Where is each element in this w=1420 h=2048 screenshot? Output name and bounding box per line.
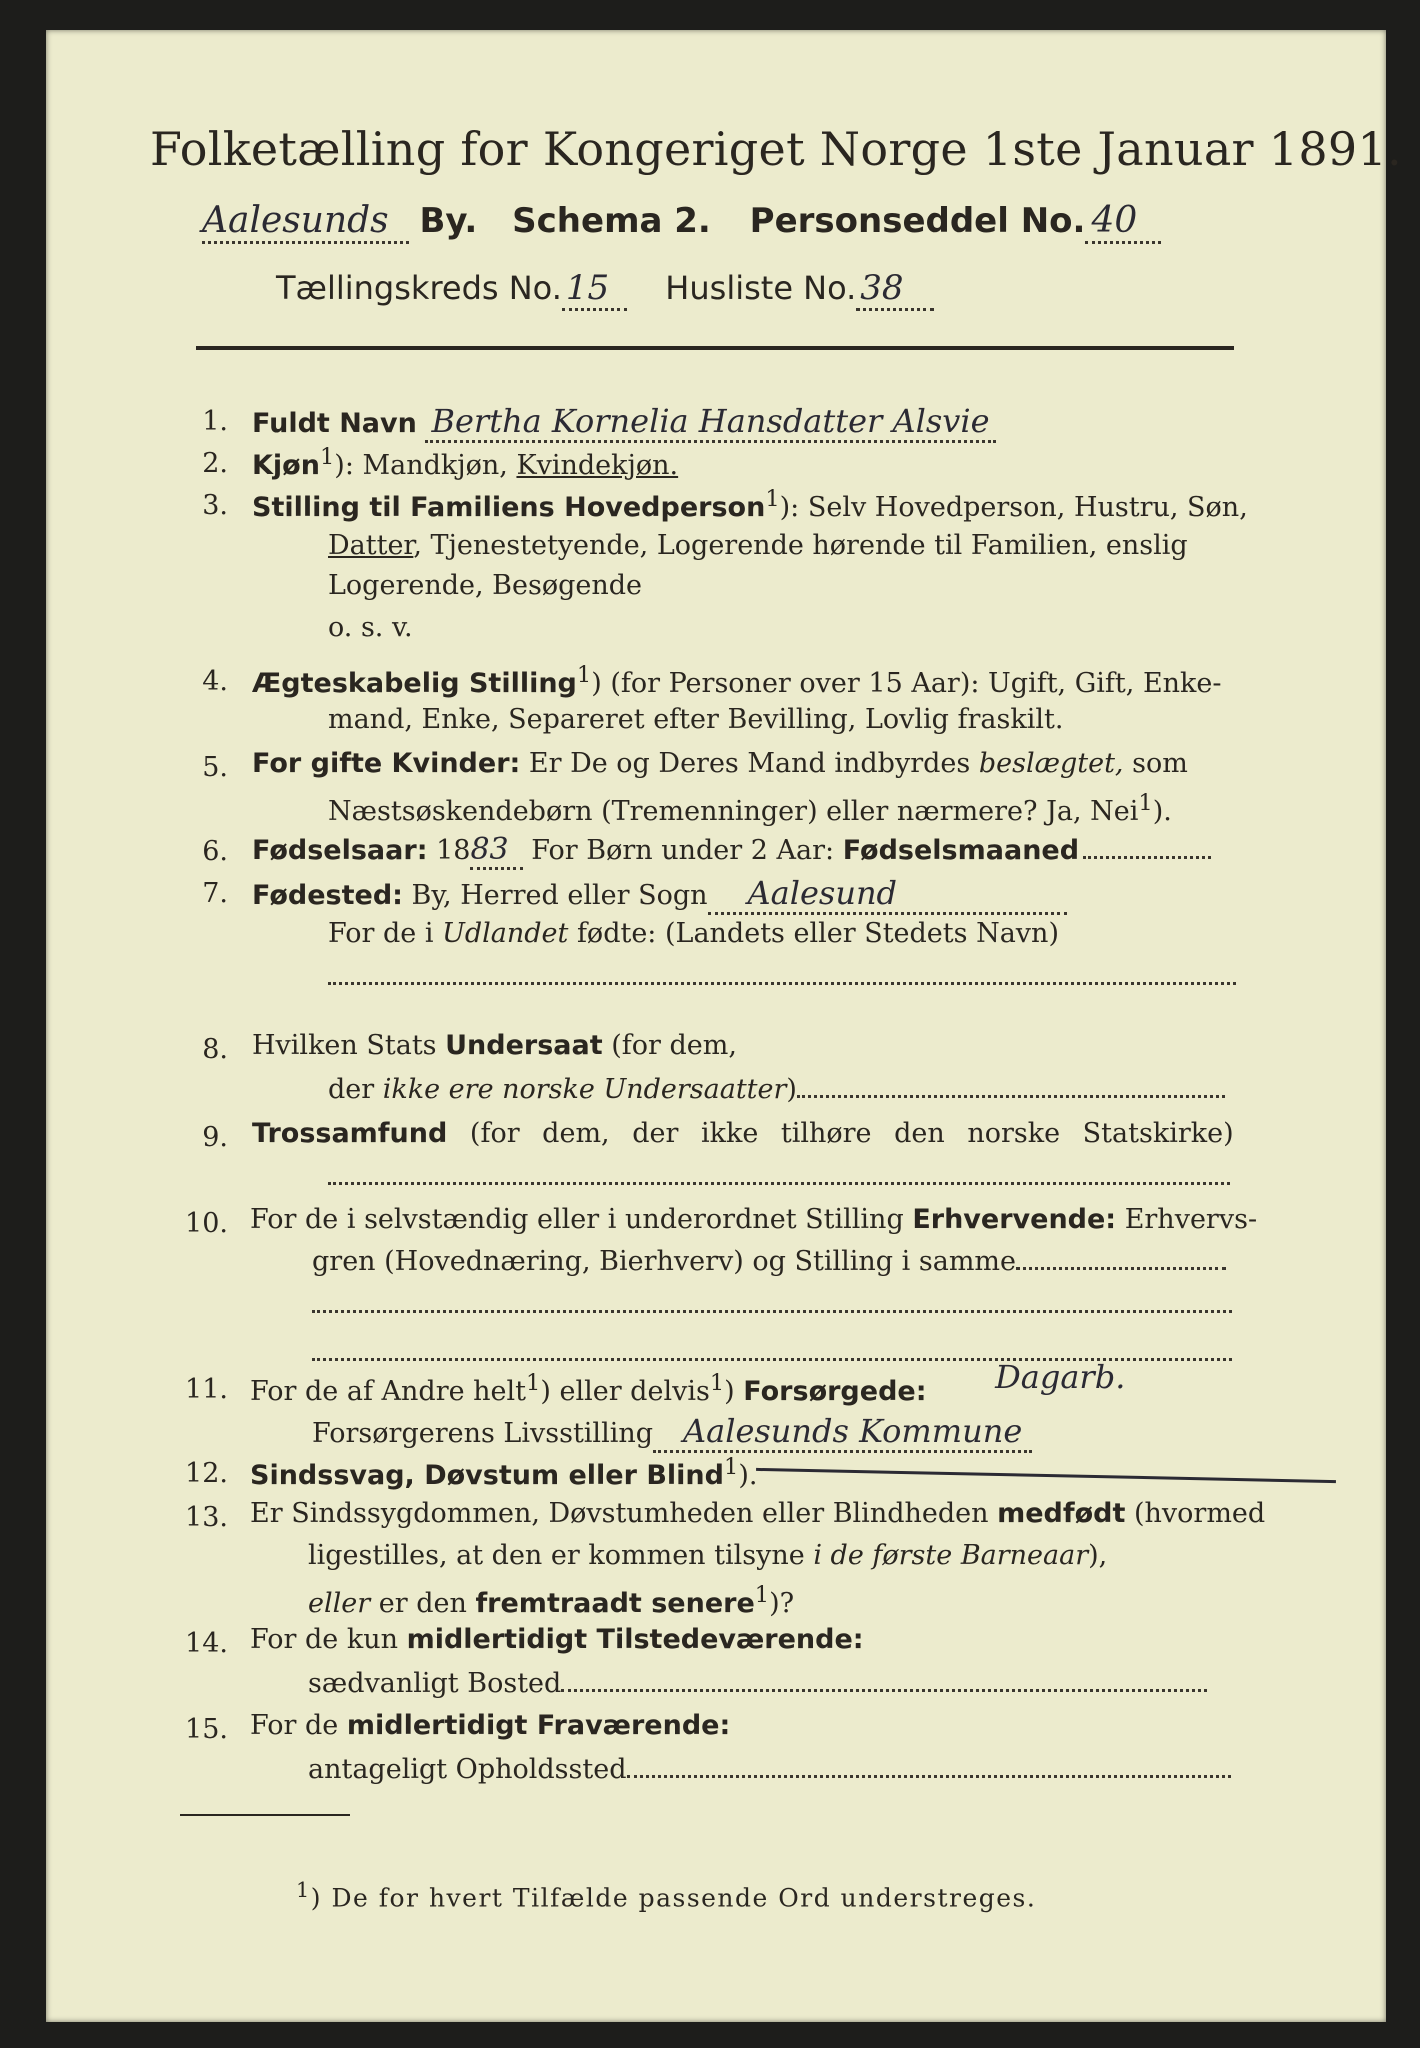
q4-number: 4. — [202, 666, 228, 697]
q6-birth-year-handwritten: 83 — [470, 832, 522, 870]
q10-field1 — [1016, 1267, 1226, 1270]
q5-line1 — [252, 748, 1188, 779]
q10-label: Erhvervende: — [912, 1204, 1117, 1235]
q13-footnote-mark: 1 — [754, 1582, 770, 1608]
q10-field2 — [312, 1310, 1232, 1313]
q11-line1 — [250, 1358, 1126, 1408]
census-form-page — [46, 30, 1402, 2022]
by-label: By. — [419, 201, 478, 241]
q11-text1a: For de af Andre helt — [250, 1376, 527, 1407]
q8-label: Undersaat — [445, 1030, 603, 1061]
q9-label: Trossamfund — [252, 1118, 448, 1149]
q3-line2 — [328, 530, 1188, 561]
q11-text2: Forsørgerens Livsstilling — [312, 1418, 654, 1449]
by-name-handwritten: Aalesunds — [202, 200, 409, 244]
husliste-number: 38 — [856, 268, 933, 311]
q7-line1 — [252, 874, 1067, 915]
kreds-label: Tællingskreds No. — [276, 269, 562, 307]
q8-field — [797, 1095, 1225, 1098]
q2-label: Kjøn — [252, 450, 320, 481]
q3-line3: Logerende, Besøgende — [328, 570, 642, 601]
q8-text1a: Hvilken Stats — [252, 1030, 446, 1061]
q13-text3a: er den — [370, 1588, 476, 1619]
q6-text: For Børn under 2 Aar: — [522, 835, 843, 866]
q6-month-field — [1083, 856, 1211, 859]
q4-line2: mand, Enke, Separeret efter Bevilling, Lovlig fraskilt. — [328, 704, 1064, 735]
q3-label: Stilling til Familiens Hovedperson — [252, 492, 766, 523]
q11-answer-handwritten: Dagarb. — [995, 1358, 1126, 1396]
kreds-number: 15 — [562, 268, 627, 311]
q8-text2b: ) — [786, 1074, 797, 1105]
footnote — [296, 1878, 1036, 1912]
q15-line2 — [308, 1754, 1231, 1785]
form-title: Folketælling for Kongeriget Norge 1ste Januar 1891. — [150, 122, 1402, 176]
personseddel-label: Personseddel No. — [749, 201, 1086, 241]
q9-text: (for dem, der ikke tilhøre den norske Statskirke) — [447, 1118, 1234, 1149]
q2-footnote-mark: 1 — [319, 444, 335, 470]
q13-label2: fremtraadt senere — [475, 1588, 755, 1619]
q3-line4: o. s. v. — [328, 612, 413, 643]
q3-text1: ): Selv Hovedperson, Hustru, Søn, — [779, 492, 1248, 523]
q10-text1a: For de i selvstændig eller i underordnet Stilling — [250, 1204, 913, 1235]
q10-number: 10. — [185, 1208, 228, 1239]
footnote-mark: 1 — [296, 1878, 311, 1902]
q12-label: Sindssvag, Døvstum eller Blind — [250, 1460, 724, 1491]
q11-number: 11. — [185, 1374, 228, 1405]
q6-year-prefix: 18 — [427, 835, 471, 866]
q5-text2-end: ). — [1152, 796, 1172, 827]
q13-line2 — [308, 1540, 1107, 1571]
q7-line2 — [328, 918, 1059, 949]
q7-text1: By, Herred eller Sogn — [402, 880, 708, 911]
q12-number: 12. — [185, 1458, 228, 1489]
footnote-divider — [180, 1814, 350, 1816]
q13-text3-end: )? — [769, 1588, 795, 1619]
q1-answer-name: Bertha Kornelia Hansdatter Alsvie — [425, 402, 995, 443]
q3-selected-option: Datter — [328, 530, 414, 561]
q6-label: Fødselsaar: — [252, 835, 428, 866]
q3-line1 — [252, 486, 1248, 523]
q2-row — [252, 444, 678, 481]
q5-line2 — [328, 790, 1172, 827]
q1-number: 1. — [202, 406, 228, 437]
q11-footnote-mark2: 1 — [709, 1370, 725, 1396]
q8-text2a: der — [328, 1074, 383, 1105]
q13-text2-italic: i de første Barneaar — [813, 1540, 1089, 1571]
q9-number: 9. — [202, 1122, 228, 1153]
q10-text2: gren (Hovednæring, Bierhverv) og Stilling i samme — [312, 1246, 1017, 1277]
q14-field — [561, 1689, 1207, 1692]
q7-foreign-field — [328, 982, 1236, 985]
q14-line1 — [250, 1624, 864, 1655]
q13-number: 13. — [185, 1502, 228, 1533]
q12-end: ). — [738, 1460, 758, 1491]
q14-text2: sædvanligt Bosted — [308, 1668, 562, 1699]
q1-row — [252, 402, 996, 443]
header-row-kreds — [276, 268, 934, 311]
q8-text1b: (for dem, — [602, 1030, 737, 1061]
q5-number: 5. — [202, 752, 228, 783]
q4-label: Ægteskabelig Stilling — [252, 668, 577, 699]
q13-text1b: (hvormed — [1125, 1498, 1266, 1529]
q5-text1-italic: beslægtet, — [978, 748, 1124, 779]
q12-pen-stroke — [756, 1468, 1336, 1483]
header-row-by — [202, 200, 1161, 244]
q11-line2 — [312, 1412, 1032, 1453]
q3-number: 3. — [202, 490, 228, 521]
q15-label: midlertidigt Fraværende: — [346, 1710, 731, 1741]
q7-number: 7. — [202, 878, 228, 909]
q13-label: medfødt — [997, 1498, 1126, 1529]
q12-row — [250, 1454, 757, 1491]
q14-number: 14. — [185, 1628, 228, 1659]
q2-number: 2. — [202, 448, 228, 479]
q14-text1a: For de kun — [250, 1624, 407, 1655]
q13-text2a: ligestilles, at den er kommen tilsyne — [308, 1540, 814, 1571]
q13-text2b: ), — [1088, 1540, 1108, 1571]
q2-text: ): Mandkjøn, — [334, 450, 517, 481]
q5-text1a: Er De og Deres Mand indbyrdes — [520, 748, 979, 779]
q5-footnote-mark: 1 — [1138, 790, 1153, 816]
q10-line1 — [250, 1204, 1257, 1235]
q15-field — [627, 1775, 1231, 1778]
schema-label: Schema 2. — [512, 201, 711, 241]
q5-text1b: som — [1123, 748, 1188, 779]
q7-text2a: For de i — [328, 918, 443, 949]
q12-footnote-mark: 1 — [723, 1454, 739, 1480]
q8-text2-italic: ikke ere norske Undersaatter — [382, 1074, 787, 1105]
q9-line1 — [252, 1118, 1234, 1149]
q6-label2: Fødselsmaaned — [842, 835, 1080, 866]
q13-line3 — [308, 1582, 794, 1619]
q11-text1b: ) eller delvis — [540, 1376, 710, 1407]
q7-text2-italic: Udlandet — [442, 918, 569, 949]
q9-field — [328, 1182, 1230, 1185]
q8-number: 8. — [202, 1034, 228, 1065]
personseddel-number: 40 — [1085, 200, 1161, 244]
footnote-text: ) De for hvert Tilfælde passende Ord understreges. — [310, 1883, 1037, 1913]
q7-label: Fødested: — [252, 880, 403, 911]
q15-text1a: For de — [250, 1710, 347, 1741]
q4-footnote-mark: 1 — [576, 662, 592, 688]
q11-provider-handwritten: Aalesunds Kommune — [653, 1412, 1032, 1453]
header-divider — [196, 346, 1234, 350]
q3-text2: , Tjenestetyende, Logerende hørende til Familien, enslig — [413, 530, 1188, 561]
q11-text1c: ) — [724, 1376, 744, 1407]
q14-label: midlertidigt Tilstedeværende: — [406, 1624, 864, 1655]
q5-label: For gifte Kvinder: — [252, 748, 521, 779]
q13-text3-italic: eller — [308, 1588, 371, 1619]
q11-label: Forsørgede: — [743, 1376, 927, 1407]
q7-text2b: fødte: (Landets eller Stedets Navn) — [568, 918, 1059, 949]
q6-row — [252, 832, 1211, 870]
q15-line1 — [250, 1710, 730, 1741]
q1-label: Fuldt Navn — [252, 408, 417, 439]
q13-line1 — [250, 1498, 1265, 1529]
q10-line2 — [312, 1246, 1226, 1277]
q8-line1 — [252, 1030, 737, 1061]
husliste-label: Husliste No. — [665, 269, 857, 307]
q13-text1a: Er Sindssygdommen, Døvstumheden eller Blindheden — [250, 1498, 998, 1529]
q14-line2 — [308, 1668, 1207, 1699]
q11-footnote-mark1: 1 — [526, 1370, 541, 1396]
q15-number: 15. — [185, 1714, 228, 1745]
q3-footnote-mark: 1 — [765, 486, 780, 512]
q5-text2: Næstsøskendebørn (Tremenninger) eller nærmere? Ja, Nei — [328, 796, 1139, 827]
q2-selected-option: Kvindekjøn. — [516, 450, 679, 481]
q15-text2: antageligt Opholdssted — [308, 1754, 627, 1785]
q7-birthplace-handwritten: Aalesund — [708, 874, 1067, 915]
q8-line2 — [328, 1074, 1225, 1105]
q4-text1: ) (for Personer over 15 Aar): Ugift, Gift, Enke- — [591, 668, 1222, 699]
q10-text1b: Erhvervs- — [1116, 1204, 1258, 1235]
q4-line1 — [252, 662, 1222, 699]
q6-number: 6. — [202, 836, 228, 867]
